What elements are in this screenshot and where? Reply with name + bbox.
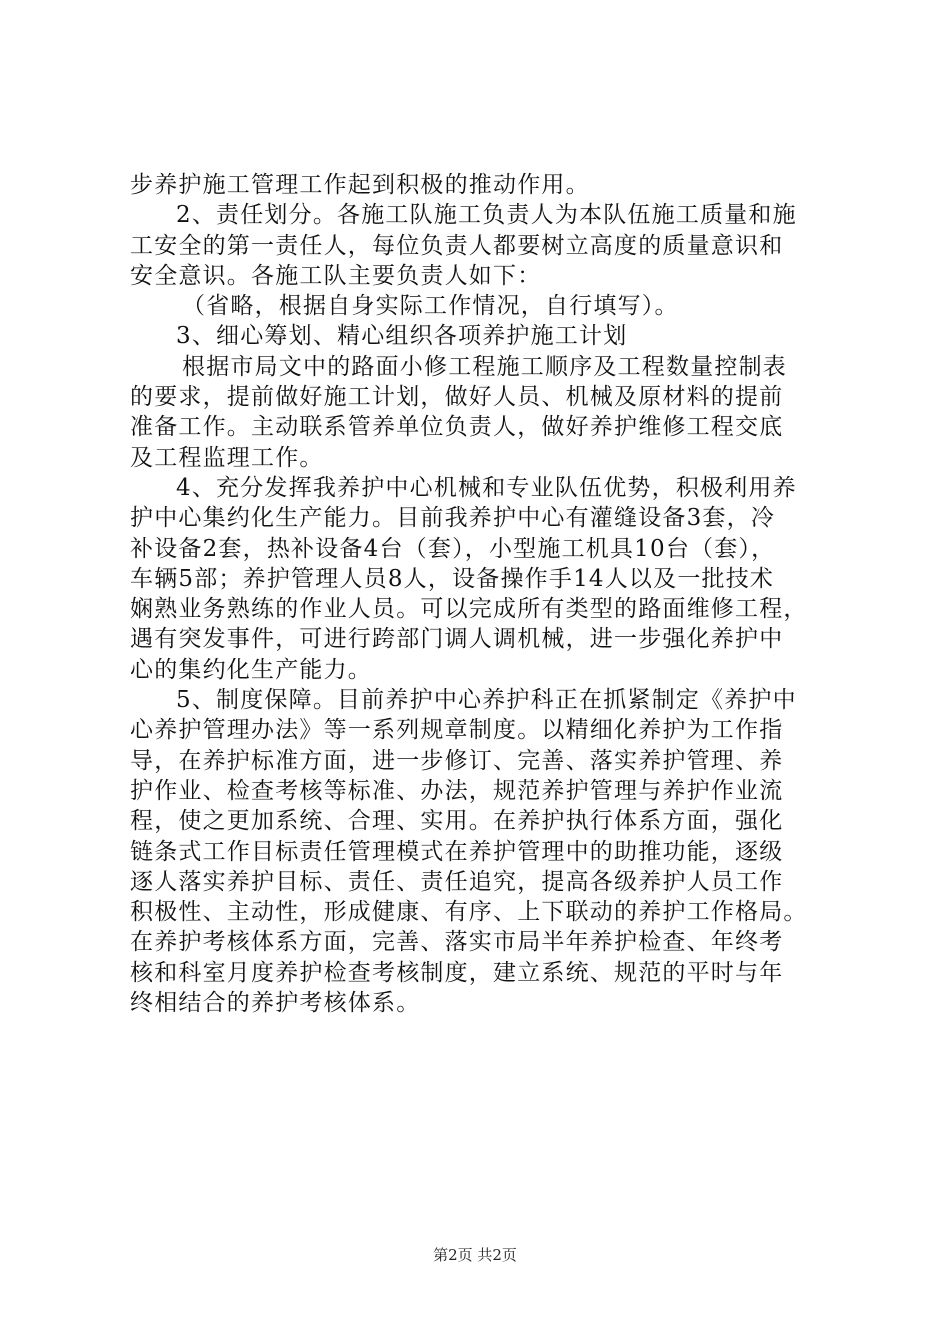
text-line: 步养护施工管理工作起到积极的推动作用。: [130, 172, 590, 198]
text-line: 积极性、主动性，形成健康、有序、上下联动的养护工作格局。: [130, 899, 808, 926]
text-line: 车辆5部；养护管理人员8人，设备操作手14人以及一批技术: [130, 565, 775, 592]
text-line: 3、细心筹划、精心组织各项养护施工计划: [176, 323, 628, 350]
text-line: 5、制度保障。目前养护中心养护科正在抓紧制定《养护中: [176, 687, 797, 714]
text-line: 补设备2套，热补设备4台（套），小型施工机具10台（套），: [130, 535, 776, 562]
page-footer: 第2页 共2页: [433, 1246, 517, 1264]
text-line: 导，在养护标准方面，进一步修订、完善、落实养护管理、养: [130, 747, 784, 774]
text-line: 根据市局文中的路面小修工程施工顺序及工程数量控制表: [182, 353, 787, 380]
document-body: [130, 170, 830, 1018]
text-line: 程，使之更加系统、合理、实用。在养护执行体系方面，强化: [130, 808, 784, 835]
text-line: 在养护考核体系方面，完善、落实市局半年养护检查、年终考: [130, 929, 784, 956]
text-line: 工安全的第一责任人，每位负责人都要树立高度的质量意识和: [130, 232, 784, 259]
text-line: 心的集约化生产能力。: [130, 656, 372, 683]
text-line: 逐人落实养护目标、责任、责任追究，提高各级养护人员工作: [130, 868, 784, 895]
text-line: （省略，根据自身实际工作情况，自行填写）。: [182, 293, 679, 320]
text-line: 终相结合的养护考核体系。: [130, 990, 421, 1017]
text-line: 及工程监理工作。: [130, 444, 324, 471]
text-line: 链条式工作目标责任管理模式在养护管理中的助推功能，逐级: [130, 838, 784, 865]
text-line: 娴熟业务熟练的作业人员。可以完成所有类型的路面维修工程，: [130, 596, 808, 623]
text-line: 护中心集约化生产能力。目前我养护中心有灌缝设备3套，冷: [130, 505, 776, 532]
text-line: 安全意识。各施工队主要负责人如下：: [130, 262, 542, 289]
text-line: 2、责任划分。各施工队施工负责人为本队伍施工质量和施: [176, 202, 797, 229]
text-line: 心养护管理办法》等一系列规章制度。以精细化养护为工作指: [130, 717, 784, 744]
text-line: 准备工作。主动联系管养单位负责人，做好养护维修工程交底: [130, 414, 784, 441]
text-line: 护作业、检查考核等标准、办法，规范养护管理与养护作业流: [130, 777, 784, 804]
text-line: 遇有突发事件，可进行跨部门调人调机械，进一步强化养护中: [130, 626, 784, 653]
text-line: 核和科室月度养护检查考核制度，建立系统、规范的平时与年: [130, 959, 784, 986]
text-line: 的要求，提前做好施工计划，做好人员、机械及原材料的提前: [130, 384, 784, 411]
text-line: 4、充分发挥我养护中心机械和专业队伍优势，积极利用养: [176, 474, 797, 501]
